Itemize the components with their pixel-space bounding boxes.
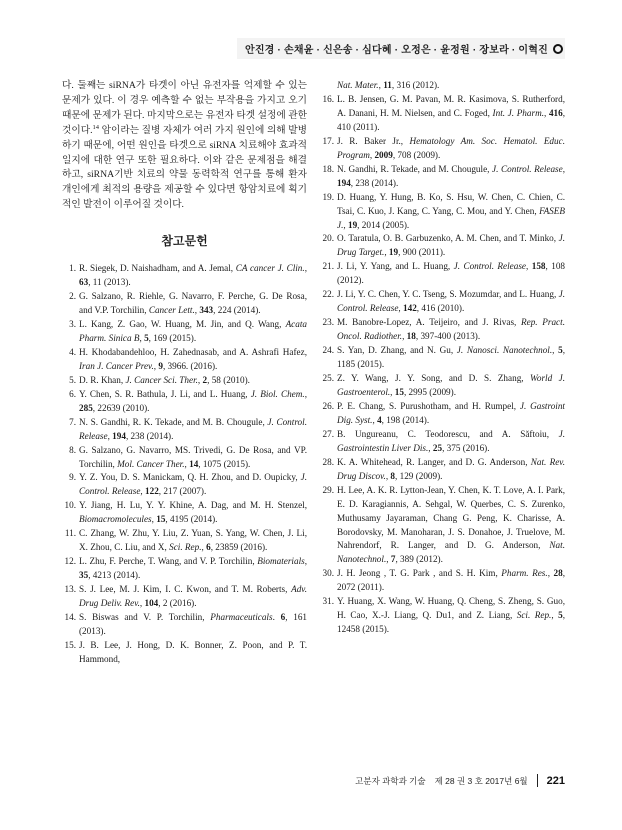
reference-number: 31. [322, 596, 334, 607]
reference-text: , 708 (2009). [392, 149, 441, 160]
reference-number: 13. [64, 584, 76, 595]
journal-name: J. Gastrointestin Liver Dis. [337, 428, 565, 453]
reference-item [62, 262, 307, 290]
journal-name: J. Drug Target. [337, 233, 565, 258]
reference-text: , [428, 442, 433, 453]
journal-name: Cancer Lett. [148, 305, 195, 316]
journal-name: Sci. Rep. [169, 542, 202, 553]
reference-text: , [544, 107, 549, 118]
reference-text: G. Salzano, R. Riehle, G. Navarro, F. Perche, G. De Rosa, and V.P. Torchilin, [79, 291, 307, 316]
reference-item [320, 595, 565, 637]
reference-item [62, 555, 307, 583]
volume-number: 5 [558, 610, 563, 621]
reference-number: 8. [69, 444, 76, 455]
journal-name: Acata Pharm. Sinica B [79, 318, 307, 343]
reference-text: , [304, 263, 307, 274]
volume-number: 35 [79, 570, 89, 581]
reference-text: Y. Chen, S. R. Bathula, J. Li, and L. Huang, [79, 388, 251, 399]
reference-text: , [372, 414, 378, 425]
references-list-right [320, 79, 565, 637]
reference-number: 18. [322, 163, 334, 174]
volume-number: 416 [548, 107, 563, 118]
volume-number: 8 [390, 470, 396, 481]
reference-text: , 900 (2011). [398, 247, 446, 258]
references-list-left [62, 262, 307, 667]
footer-divider [537, 774, 538, 787]
volume-number: 14 [189, 458, 199, 469]
reference-item [62, 318, 307, 346]
reference-text: , [390, 386, 395, 397]
reference-text: , [304, 556, 307, 567]
reference-item [62, 388, 307, 416]
reference-text: N. S. Gandhi, R. K. Tekade, and M. B. Chougule, [79, 416, 268, 427]
reference-text: B. Ungureanu, C. Teodorescu, and A. Săftoiu, [337, 428, 559, 439]
reference-text: , [402, 331, 407, 342]
volume-number: 194 [112, 430, 126, 441]
journal-name: Nat. Nanotechnol. [337, 540, 565, 565]
reference-text: . [272, 611, 281, 622]
reference-continuation [320, 79, 565, 93]
paragraph-text-after: 암이라는 질병 자체가 여러 가지 원인에 의해 발병하기 때문에, 어떤 원인을 타겟으로 siRNA 치료해야 효과적일지에 대한 연구 또한 필요하다. 이와 같은 문제점을 해결하고, siRNA기반 치료의 약물 동력학적 연구를 통해 환자 개인에게 최적의 용량을 제공할 수 있다면 항암치료에 획기적인 발전이 이루어질 것이다. [62, 124, 307, 211]
volume-number: 2 [202, 374, 208, 385]
reference-item [320, 191, 565, 233]
volume-number: 194 [337, 177, 351, 188]
reference-item [320, 372, 565, 400]
reference-text: H. Khodabandehloo, H. Zahednasab, and A. Ashrafi Hafez, [79, 346, 307, 357]
reference-text: J. H. Jeong , T. G. Park , and S. H. Kim, [337, 568, 502, 579]
paragraph-text-before: 다. 둘째는 siRNA가 타겟이 아닌 유전자를 억제할 수 있는 문제가 있다. 이 경우 예측할 수 없는 부작용을 가지고 오기 때문에 문제가 된다. 마지막으로는 유전자 타겟 설정에 관한 것이다. [62, 80, 307, 136]
volume-number: 142 [403, 303, 417, 314]
reference-text: , 11 (2013). [88, 277, 131, 288]
reference-item [320, 567, 565, 595]
reference-number: 25. [322, 373, 334, 384]
reference-text: , 2072 (2011). [337, 568, 565, 593]
volume-number: 19 [347, 219, 358, 230]
reference-text: , 23859 (2016). [210, 542, 268, 553]
reference-text: C. Zhang, W. Zhu, Y. Liu, Z. Yuan, S. Yang, W. Chen, J. Li, X. Zhou, C. Liu, and X, [79, 528, 307, 553]
volume-number: 122 [145, 486, 159, 497]
reference-text: , 4195 (2014). [165, 514, 218, 525]
reference-item [320, 93, 565, 135]
reference-text: , [139, 332, 145, 343]
citation-superscript: 14 [92, 123, 99, 131]
reference-text: , [304, 388, 307, 399]
reference-number: 19. [322, 191, 334, 202]
reference-text: , [151, 514, 157, 525]
reference-text: , 2014 (2005). [357, 219, 410, 230]
right-column [320, 79, 565, 667]
reference-text: , [385, 470, 391, 481]
reference-text: , [140, 486, 146, 497]
journal-name: J. Control. Release [492, 163, 563, 174]
journal-name: Biomaterials [257, 556, 305, 567]
volume-number: 63 [79, 277, 89, 288]
reference-number: 29. [322, 484, 334, 495]
journal-name: Nat. Mater. [337, 80, 379, 90]
journal-title: 고분자 과학과 기술 [355, 775, 426, 786]
reference-text: L. Kang, Z. Gao, W. Huang, M. Jin, and Q. Wang, [79, 318, 286, 329]
reference-text: , 4213 (2014). [88, 570, 141, 581]
volume-number: 6 [280, 611, 286, 622]
reference-number: 11. [64, 528, 76, 539]
journal-name: J. Nanosci. Nanotechnol. [456, 345, 553, 356]
reference-text: G. Salzano, G. Navarro, MS. Trivedi, G. De Rosa, and VP. Torchilin, [79, 444, 307, 469]
author-band [237, 38, 565, 59]
volume-number: 104 [144, 598, 159, 609]
reference-text: , [184, 458, 190, 469]
reference-item [320, 135, 565, 163]
reference-text: D. R. Khan, [79, 374, 126, 385]
reference-number: 30. [322, 568, 334, 579]
corresponding-author-icon [553, 44, 563, 54]
reference-item [320, 484, 565, 568]
volume-number: 5 [558, 345, 563, 356]
reference-item [62, 444, 307, 472]
journal-name: Hematology Am. Soc. Hematol. Educ. Program [337, 135, 565, 160]
journal-name: Rep. Pract. Oncol. Radiother. [337, 317, 565, 342]
reference-text: , 224 (2014). [213, 305, 261, 316]
reference-text: O. Taratula, O. B. Garbuzenko, A. M. Chen, and T. Minko, [337, 233, 559, 244]
reference-text: , 375 (2016). [442, 442, 490, 453]
reference-item [62, 611, 307, 639]
volume-number: 25 [432, 442, 443, 453]
reference-item [62, 499, 307, 527]
reference-text: , 389 (2012). [395, 554, 443, 565]
reference-number: 10. [64, 500, 76, 511]
reference-item [320, 456, 565, 484]
reference-number: 24. [322, 345, 334, 356]
reference-text: , 1075 (2015). [198, 458, 251, 469]
reference-item [320, 232, 565, 260]
reference-text: L. B. Jensen, G. M. Pavan, M. R. Kasimova, S. Rutherford, A. Danani, H. M. Nielsen, and C. Foged, [337, 93, 565, 118]
intro-paragraph [62, 79, 307, 213]
reference-item [62, 416, 307, 444]
reference-text: , [343, 219, 348, 230]
reference-number: 14. [64, 611, 76, 622]
journal-name: Int. J. Pharm. [492, 107, 544, 118]
reference-text: K. A. Whitehead, R. Langer, and D. G. Anderson, [337, 456, 531, 467]
reference-item [62, 527, 307, 555]
journal-name: J. Biol. Chem. [250, 388, 305, 399]
reference-number: 16. [322, 93, 334, 104]
author-names: 안진경 · 손채윤 · 신은송 · 심다혜 · 오정은 · 윤정원 · 장보라 · 이혁진 [244, 45, 548, 56]
reference-text: , 238 (2014). [125, 430, 174, 441]
reference-text: , [562, 163, 565, 174]
reference-number: 27. [322, 428, 334, 439]
volume-number: 11 [383, 80, 392, 90]
reference-item [62, 346, 307, 374]
reference-item [320, 428, 565, 456]
journal-name: Pharmaceuticals [210, 611, 273, 622]
reference-text: , 58 (2010). [207, 374, 250, 385]
volume-number: 285 [79, 402, 93, 413]
volume-number: 15 [394, 386, 404, 397]
journal-name: J. Cancer Sci. Ther. [125, 374, 198, 385]
reference-number: 28. [322, 456, 334, 467]
reference-text: , [547, 568, 554, 579]
reference-text: Y. Huang, X. Wang, W. Huang, Q. Cheng, S. Zheng, S. Guo, H. Cao, X.-J. Liang, Q. Du1, and Z. Liang, [337, 596, 565, 621]
reference-text: , 22639 (2010). [92, 402, 150, 413]
reference-text: , 2 (2016). [158, 598, 197, 609]
reference-text: , [201, 542, 207, 553]
page-number: 221 [546, 774, 565, 787]
journal-name: Adv. Drug Deliv. Rev. [79, 584, 307, 609]
journal-name: CA cancer J. Clin. [235, 263, 305, 274]
reference-number: 22. [322, 289, 334, 300]
reference-number: 26. [322, 400, 334, 411]
volume-number: 19 [388, 247, 399, 258]
reference-text: , 198 (2014). [381, 414, 430, 425]
journal-name: Mol. Cancer Ther. [117, 458, 185, 469]
volume-number: 343 [199, 305, 214, 316]
reference-text: D. Huang, Y. Hung, B. Ko, S. Hsu, W. Chen, C. Chien, C. Tsai, C. Kuo, J. Kang, C. Yang, C. Mou, and Y. Chen, [337, 191, 565, 216]
issue-info: 제 28 권 3 호 2017년 6월 [434, 775, 528, 786]
reference-item [62, 471, 307, 499]
reference-item [320, 316, 565, 344]
reference-text: J. Li, Y. C. Chen, Y. C. Tseng, S. Mozumdar, and L. Huang, [337, 289, 559, 300]
journal-name: J. Control. Release [453, 261, 526, 272]
reference-item [62, 639, 307, 667]
journal-name: Iran J. Cancer Prev. [79, 360, 154, 371]
reference-text: R. Siegek, D. Naishadham, and A. Jemal, [79, 263, 236, 274]
reference-item [320, 163, 565, 191]
reference-text: J. Li, Y. Yang, and L. Huang, [337, 261, 454, 272]
reference-number: 17. [322, 135, 334, 146]
reference-text: S. Biswas and V. P. Torchilin, [79, 611, 211, 622]
reference-number: 12. [64, 556, 76, 567]
reference-item [320, 288, 565, 316]
reference-text: M. Banobre-Lopez, A. Teijeiro, and J. Rivas, [337, 317, 522, 328]
reference-text: Z. Y. Wang, J. Y. Song, and D. S. Zhang, [337, 373, 531, 384]
reference-text: , [386, 554, 391, 565]
reference-text: , [107, 430, 113, 441]
reference-text: H. Lee, A. K. R. Lytton-Jean, Y. Chen, K. T. Love, A. I. Park, E. D. Karagiannis, A. Sehgal, W. Querbes, C. S. Zurenko, Muthusamy Jayaraman, Chang G. Peng, K. Charisse, A. Borodovsky, M. Manoharan, J. S. Donahoe, J. Truelove, M. Nahrendorf, R. Langer, and D. G. Anderson, [337, 484, 565, 551]
reference-text: , 1185 (2015). [337, 345, 566, 370]
reference-item [320, 400, 565, 428]
reference-text: J. R. Baker Jr., [337, 135, 410, 146]
volume-number: 158 [531, 261, 546, 272]
journal-name: J. Control. Release [79, 472, 307, 497]
journal-name: FASEB J. [337, 205, 565, 230]
reference-text: , [398, 303, 404, 314]
volume-number: 15 [156, 514, 166, 525]
reference-text: , [153, 360, 159, 371]
volume-number: 7 [390, 554, 396, 565]
volume-number: 9 [158, 360, 163, 371]
reference-text: L. Zhu, F. Perche, T. Wang, and V. P. Torchilin, [79, 556, 258, 567]
volume-number: 2009 [374, 149, 393, 160]
reference-text: , [552, 345, 559, 356]
reference-number: 6. [69, 388, 76, 399]
content-columns [62, 79, 565, 667]
reference-text: , [378, 80, 384, 90]
references-title: 참고문헌 [161, 234, 208, 249]
journal-name: World J. Gastroenterol. [337, 373, 566, 397]
reference-text: S. J. Lee, M. J. Kim, I. C. Kwon, and T. M. Roberts, [79, 584, 292, 595]
reference-number: 1. [69, 263, 76, 274]
volume-number: 4 [377, 414, 382, 425]
reference-text: , 397-400 (2013). [415, 331, 481, 342]
reference-text: , 217 (2007). [158, 486, 207, 497]
reference-text: , 316 (2012). [391, 80, 440, 90]
journal-name: Biomacromolecules [79, 514, 152, 525]
reference-text: , 108 (2012). [337, 261, 566, 286]
reference-text: , [369, 149, 375, 160]
reference-number: 23. [322, 317, 334, 328]
volume-number: 28 [553, 568, 563, 579]
reference-number: 7. [69, 416, 76, 427]
reference-number: 15. [64, 639, 76, 650]
volume-number: 5 [144, 332, 149, 343]
reference-text: , 3966. (2016). [162, 360, 218, 371]
reference-number: 9. [69, 472, 76, 483]
reference-text: , 2995 (2009). [403, 386, 457, 397]
reference-item [62, 583, 307, 611]
journal-name: Sci. Rep. [516, 610, 552, 621]
journal-name: J. Control. Release [79, 416, 307, 441]
reference-item [320, 344, 565, 372]
reference-text: P. E. Chang, S. Purushotham, and H. Rumpel, [337, 400, 520, 411]
left-column [62, 79, 307, 667]
reference-text: S. Yan, D. Zhang, and N. Gu, [337, 345, 457, 356]
journal-name: J. Gastroint Dig. Syst. [337, 400, 565, 425]
reference-text: , [197, 374, 203, 385]
reference-text: , [384, 247, 389, 258]
volume-number: 6 [206, 542, 211, 553]
reference-number: 5. [69, 374, 76, 385]
reference-text: , 129 (2009). [395, 470, 443, 481]
reference-text: , 238 (2014). [350, 177, 399, 188]
reference-item [320, 260, 565, 288]
volume-number: 18 [406, 331, 416, 342]
reference-text: , 416 (2010). [416, 303, 465, 314]
page-footer [355, 774, 565, 787]
reference-text: Y. Z. You, D. S. Manickam, Q. H. Zhou, and D. Oupicky, [79, 472, 301, 483]
reference-number: 21. [322, 261, 334, 272]
reference-text: N. Gandhi, R. Tekade, and M. Chougule, [337, 163, 493, 174]
reference-number: 20. [322, 233, 334, 244]
reference-text: , 12458 (2015). [337, 610, 565, 635]
reference-text: , [194, 305, 200, 316]
reference-text: , [525, 261, 532, 272]
reference-item [62, 290, 307, 318]
reference-number: 2. [69, 291, 76, 302]
reference-number: 4. [69, 346, 76, 357]
reference-text: , 169 (2015). [148, 332, 197, 343]
reference-item [62, 374, 307, 388]
reference-text: J. B. Lee, J. Hong, D. K. Bonner, Z. Poon, and P. T. Hammond, [79, 639, 307, 664]
reference-text: , 410 (2011). [337, 107, 566, 132]
reference-text: , 161 (2013). [79, 611, 308, 636]
journal-name: Pharm. Res. [501, 568, 548, 579]
reference-number: 3. [69, 318, 76, 329]
journal-name: J. Control. Release [337, 289, 565, 314]
journal-name: Nat. Rev. Drug Discov. [337, 456, 565, 481]
reference-text: Y. Jiang, H. Lu, Y. Y. Khine, A. Dag, and M. H. Stenzel, [79, 500, 307, 511]
reference-text: , [551, 610, 559, 621]
reference-text: , [139, 598, 145, 609]
